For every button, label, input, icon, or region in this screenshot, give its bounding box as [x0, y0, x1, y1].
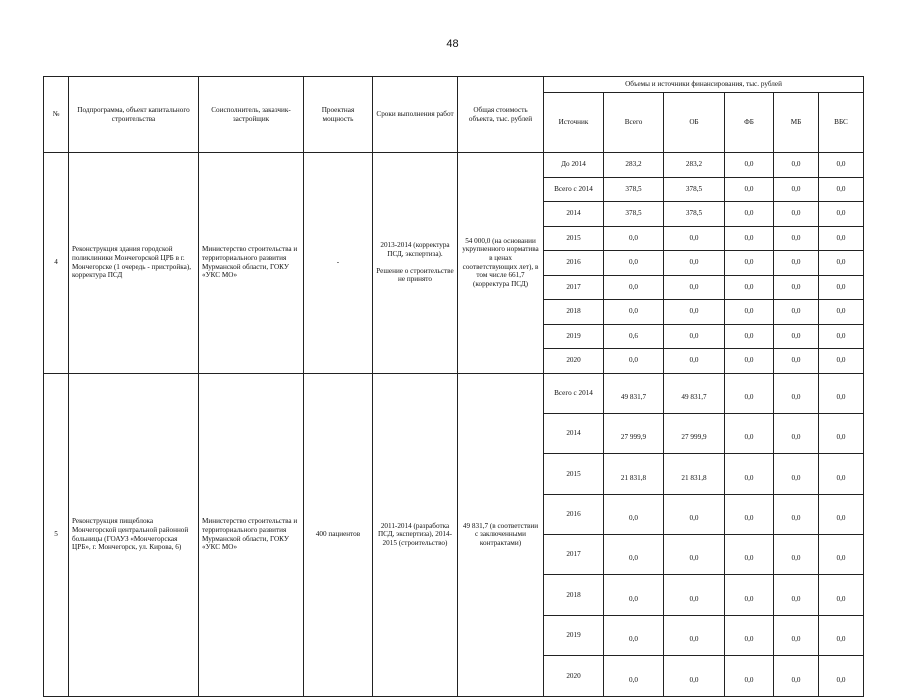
row-value: 0,0	[774, 251, 819, 276]
row-value: 378,5	[664, 177, 725, 202]
entry-object: Реконструкция здания городской поликлиники Мончегорской ЦРБ в г. Мончегорске (1 очередь - пристройка), корректура ПСД	[69, 153, 199, 374]
row-value: 283,2	[604, 153, 664, 178]
row-value: 0,0	[774, 324, 819, 349]
row-value: 283,2	[664, 153, 725, 178]
row-value: 0,0	[725, 615, 774, 655]
entry-terms-a: 2013-2014 (корректура ПСД, экспертиза).	[380, 241, 450, 259]
entry-capacity: -	[304, 153, 373, 374]
row-value: 0,0	[725, 656, 774, 696]
row-value: 0,0	[725, 202, 774, 227]
row-value: 0,0	[774, 575, 819, 615]
row-value: 0,0	[774, 275, 819, 300]
row-value: 0,0	[819, 251, 864, 276]
row-value: 0,0	[819, 615, 864, 655]
row-source: 2016	[544, 251, 604, 276]
row-source: 2015	[544, 454, 604, 494]
row-value: 0,0	[819, 275, 864, 300]
row-value: 21 831,8	[604, 454, 664, 494]
row-value: 0,6	[604, 324, 664, 349]
row-value: 0,0	[819, 226, 864, 251]
row-value: 0,0	[774, 494, 819, 534]
row-value: 0,0	[819, 177, 864, 202]
row-value: 0,0	[604, 300, 664, 325]
row-value: 27 999,9	[604, 413, 664, 453]
row-value: 0,0	[725, 177, 774, 202]
entry-terms	[373, 153, 458, 374]
row-value: 0,0	[819, 373, 864, 413]
header-vbs: ВБС	[819, 93, 864, 153]
row-value: 0,0	[664, 615, 725, 655]
row-value: 0,0	[725, 494, 774, 534]
row-value: 0,0	[604, 275, 664, 300]
row-value: 0,0	[725, 349, 774, 374]
header-fb: ФБ	[725, 93, 774, 153]
row-value: 0,0	[774, 300, 819, 325]
row-value: 0,0	[664, 349, 725, 374]
row-value: 0,0	[819, 202, 864, 227]
row-value: 0,0	[774, 454, 819, 494]
row-value: 0,0	[819, 535, 864, 575]
row-value: 0,0	[819, 153, 864, 178]
row-value: 0,0	[725, 535, 774, 575]
row-value: 21 831,8	[664, 454, 725, 494]
row-value: 0,0	[604, 615, 664, 655]
row-source: 2015	[544, 226, 604, 251]
row-source: 2019	[544, 615, 604, 655]
row-value: 0,0	[819, 454, 864, 494]
header-no: №	[44, 77, 69, 153]
financing-table	[43, 76, 864, 697]
header-capacity: Проектная мощность	[304, 77, 373, 153]
entry-terms	[373, 373, 458, 696]
row-source: 2017	[544, 275, 604, 300]
row-value: 378,5	[604, 177, 664, 202]
row-value: 378,5	[604, 202, 664, 227]
row-value: 0,0	[774, 373, 819, 413]
header-cost: Общая стоимость объекта, тыс. рублей	[458, 77, 544, 153]
entry-number: 4	[44, 153, 69, 374]
row-value: 0,0	[725, 153, 774, 178]
header-mb: МБ	[774, 93, 819, 153]
entry-terms-b: Решение о строительстве не принято	[376, 266, 454, 284]
row-value: 0,0	[819, 349, 864, 374]
row-value: 27 999,9	[664, 413, 725, 453]
row-value: 0,0	[604, 226, 664, 251]
header-object: Подпрограмма, объект капитального строительства	[69, 77, 199, 153]
row-value: 378,5	[664, 202, 725, 227]
row-source: 2019	[544, 324, 604, 349]
header-total: Всего	[604, 93, 664, 153]
row-value: 0,0	[725, 454, 774, 494]
row-value: 0,0	[604, 535, 664, 575]
row-value: 0,0	[774, 535, 819, 575]
row-value: 0,0	[819, 300, 864, 325]
row-value: 49 831,7	[604, 373, 664, 413]
entry-cost: 54 000,0 (на основании укрупненного норматива в ценах соответствующих лет), в том числе 661,7 (корректура ПСД)	[458, 153, 544, 374]
row-value: 0,0	[774, 656, 819, 696]
entry-object: Реконструкция пищеблока Мончегорской центральной районной больницы (ГОАУЗ «Мончегорская ЦРБ», г. Мончегорск, ул. Кирова, 6)	[69, 373, 199, 696]
row-value: 0,0	[725, 575, 774, 615]
row-value: 0,0	[774, 615, 819, 655]
row-value: 0,0	[604, 575, 664, 615]
header-terms: Сроки выполнения работ	[373, 77, 458, 153]
row-value: 49 831,7	[664, 373, 725, 413]
row-value: 0,0	[725, 413, 774, 453]
row-source: 2018	[544, 300, 604, 325]
row-value: 0,0	[604, 251, 664, 276]
header-coexecutor: Соисполнитель, заказчик-застройщик	[199, 77, 304, 153]
row-value: 0,0	[664, 535, 725, 575]
row-value: 0,0	[604, 656, 664, 696]
row-value: 0,0	[725, 275, 774, 300]
row-value: 0,0	[819, 656, 864, 696]
row-value: 0,0	[774, 349, 819, 374]
table-body	[44, 153, 864, 697]
row-source: 2014	[544, 413, 604, 453]
row-value: 0,0	[725, 251, 774, 276]
row-value: 0,0	[725, 373, 774, 413]
row-value: 0,0	[664, 494, 725, 534]
row-value: 0,0	[774, 153, 819, 178]
table-row	[44, 153, 864, 178]
row-value: 0,0	[819, 324, 864, 349]
entry-coexecutor: Министерство строительства и территориального развития Мурманской области, ГОКУ «УКС МО»	[199, 153, 304, 374]
row-value: 0,0	[725, 300, 774, 325]
row-value: 0,0	[604, 494, 664, 534]
row-source: До 2014	[544, 153, 604, 178]
row-value: 0,0	[664, 275, 725, 300]
row-source: 2014	[544, 202, 604, 227]
row-source: 2018	[544, 575, 604, 615]
entry-terms-a: 2011-2014 (разработка ПСД, экспертиза), 2014-2015 (строительство)	[377, 521, 453, 547]
row-source: Всего с 2014	[544, 373, 604, 413]
row-value: 0,0	[819, 575, 864, 615]
header-ob: ОБ	[664, 93, 725, 153]
row-value: 0,0	[664, 575, 725, 615]
row-value: 0,0	[604, 349, 664, 374]
row-source: 2020	[544, 349, 604, 374]
row-source: Всего с 2014	[544, 177, 604, 202]
row-value: 0,0	[664, 226, 725, 251]
entry-number: 5	[44, 373, 69, 696]
row-value: 0,0	[725, 226, 774, 251]
entry-cost: 49 831,7 (в соответствии с заключенными контрактами)	[458, 373, 544, 696]
row-value: 0,0	[664, 324, 725, 349]
table-row	[44, 373, 864, 413]
header-source: Источник	[544, 93, 604, 153]
row-source: 2020	[544, 656, 604, 696]
row-value: 0,0	[774, 177, 819, 202]
row-source: 2016	[544, 494, 604, 534]
row-value: 0,0	[664, 251, 725, 276]
row-value: 0,0	[664, 656, 725, 696]
row-value: 0,0	[774, 413, 819, 453]
row-source: 2017	[544, 535, 604, 575]
page-number: 48	[446, 38, 459, 50]
row-value: 0,0	[725, 324, 774, 349]
entry-capacity: 400 пациентов	[304, 373, 373, 696]
row-value: 0,0	[819, 413, 864, 453]
header-financing-group: Объемы и источники финансирования, тыс. рублей	[544, 77, 864, 93]
row-value: 0,0	[774, 226, 819, 251]
row-value: 0,0	[819, 494, 864, 534]
row-value: 0,0	[774, 202, 819, 227]
row-value: 0,0	[664, 300, 725, 325]
entry-coexecutor: Министерство строительства и территориального развития Мурманской области, ГОКУ «УКС МО»	[199, 373, 304, 696]
